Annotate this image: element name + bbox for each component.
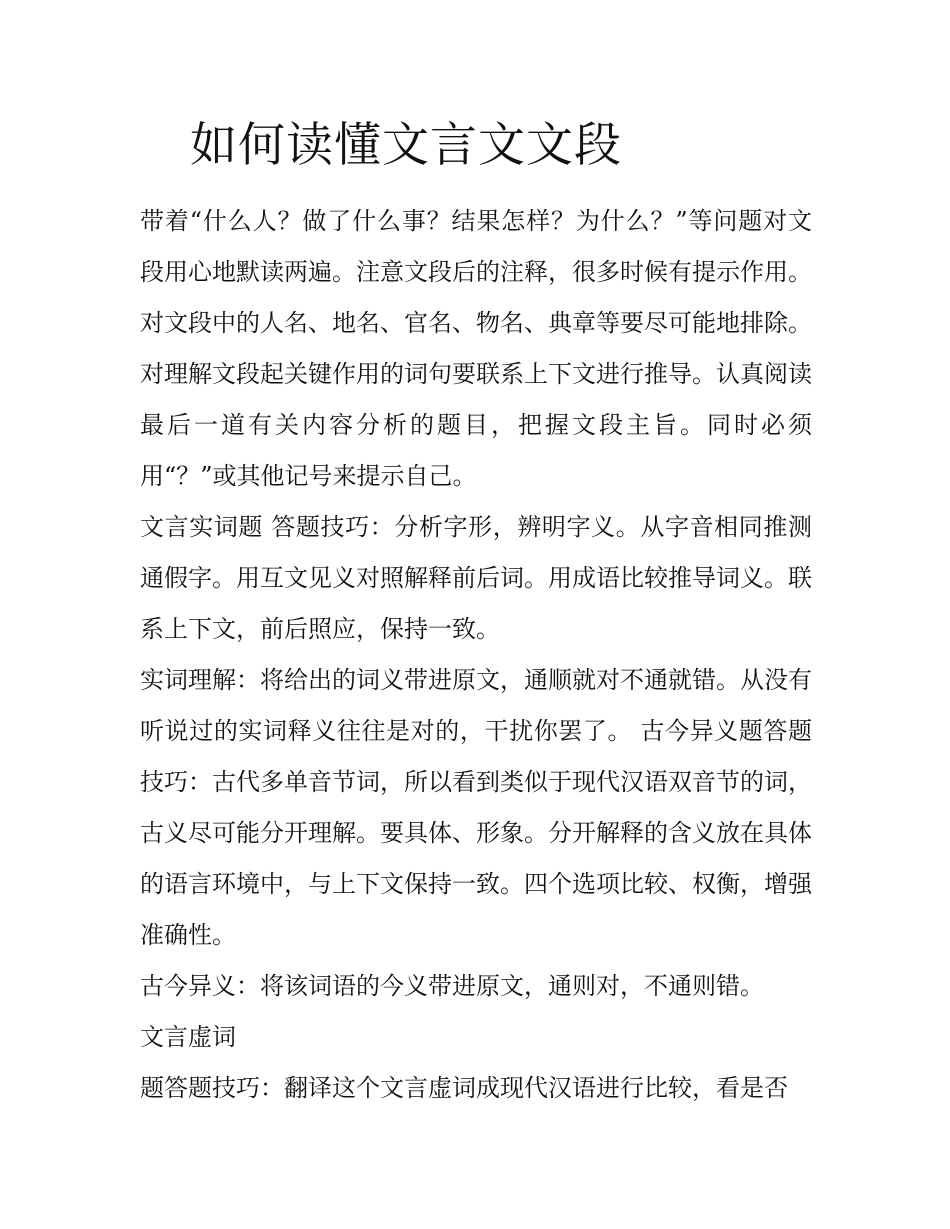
document-body (140, 196, 812, 1114)
paragraph-word-meaning: 实词理解：将给出的词义带进原文，通顺就对不通就错。从没有听说过的实词释义往往是对的，干扰你罢了。 古今异义题答题技巧：古代多单音节词，所以看到类似于现代汉语双音节的词，古义尽可能分开理解。要具体、形象。分开解释的含义放在具体的语言环境中，与上下文保持一致。四个选项比较、权衡，增强准确性。 (140, 666, 812, 949)
page-title: 如何读懂文言文文段 (190, 118, 622, 173)
paragraph-ancient-modern-meaning: 古今异义：将该词语的今义带进原文，通则对，不通则错。 (140, 972, 764, 1000)
paragraph-function-words-technique: 题答题技巧：翻译这个文言虚词成现代汉语进行比较，看是否 (140, 1074, 788, 1102)
paragraph-function-words-heading: 文言虚词 (140, 1023, 236, 1051)
paragraph-content-words: 文言实词题 答题技巧：分析字形，辨明字义。从字音相同推测通假字。用互文见义对照解释前后词。用成语比较推导词义。联系上下文，前后照应，保持一致。 (140, 513, 812, 643)
paragraph-reading-method: 带着“什么人？做了什么事？结果怎样？为什么？”等问题对文段用心地默读两遍。注意文段后的注释，很多时候有提示作用。对文段中的人名、地名、官名、物名、典章等要尽可能地排除。对理解文段起关键作用的词句要联系上下文进行推导。认真阅读最后一道有关内容分析的题目，把握文段主旨。同时必须用“？”或其他记号来提示自己。 (140, 207, 812, 490)
